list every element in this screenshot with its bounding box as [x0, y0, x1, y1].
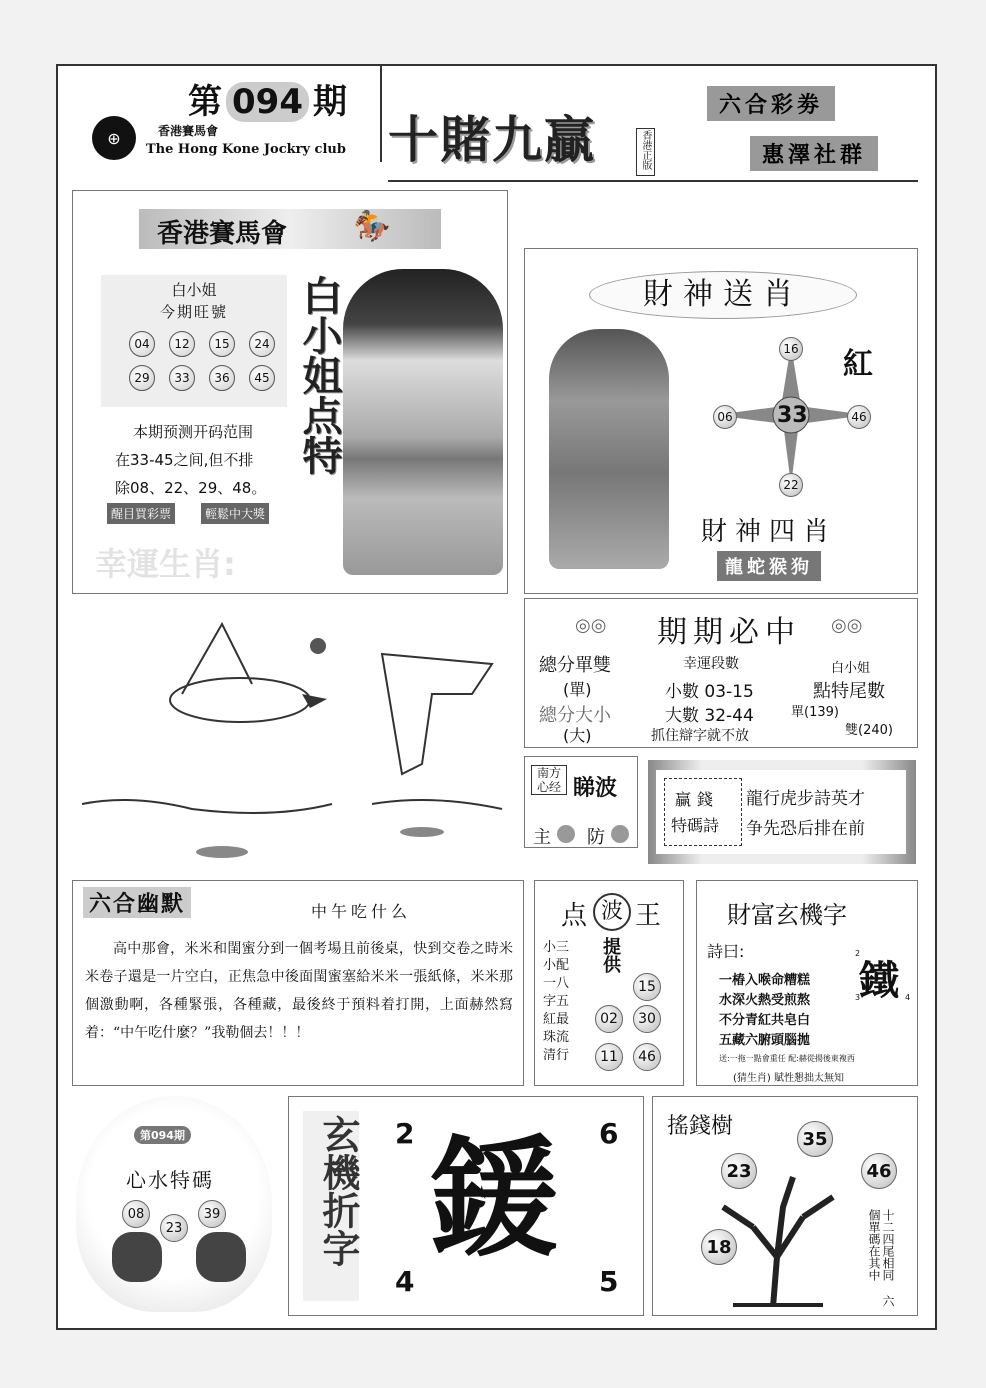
qiqi-row2-col3: 點特尾數 — [813, 681, 885, 702]
qiqi-row3-dan: 單(139) — [791, 705, 839, 720]
poem-line-1: 龍行虎步詩英才 — [746, 789, 865, 809]
riddle-col: 珠流 — [543, 1030, 570, 1045]
xinshui-ball: 08 — [122, 1200, 150, 1228]
dianbo-ball: 46 — [633, 1043, 661, 1071]
issue-prefix: 第 — [188, 82, 222, 122]
qiqi-row2-col1: (單) — [563, 680, 592, 699]
compass-right: 46 — [847, 405, 871, 429]
xinshui-title: 心水特碼 — [126, 1168, 214, 1192]
dianbo-ball: 30 — [633, 1005, 661, 1033]
xinshui-panel — [76, 1096, 272, 1312]
xuanji-num-tl: 2 — [395, 1117, 415, 1150]
bo-tag: 南方心经 — [531, 765, 567, 795]
boxing-glove-icon — [196, 1232, 246, 1282]
tag-huize: 惠澤社群 — [750, 136, 878, 171]
lucky-ball: 12 — [169, 331, 195, 357]
tree-ball: 18 — [701, 1229, 737, 1265]
humor-title: 六合幽默 — [83, 887, 191, 918]
tree-title: 搖錢樹 — [667, 1114, 734, 1139]
qiqi-panel — [524, 598, 918, 748]
card-title-1: 白小姐 — [171, 281, 217, 299]
poem-label-box — [664, 778, 742, 846]
boxing-glove-icon — [112, 1232, 162, 1282]
xuanji-num-bl: 4 — [395, 1265, 415, 1298]
lady-vertical-title: 白小姐点特 — [296, 275, 342, 475]
wealth-god-panel — [524, 248, 918, 594]
bird-illustration-panel — [72, 604, 514, 870]
tree-ball: 23 — [721, 1153, 757, 1189]
poem-inner — [656, 770, 906, 854]
tree-side-text: 十二四尾相同 六個單碼在其中 — [867, 1209, 895, 1307]
lucky-ball: 29 — [129, 365, 155, 391]
dianbo-panel — [534, 880, 684, 1086]
tree-panel — [652, 1096, 918, 1316]
lady-tag-b: 輕鬆中大獎 — [201, 503, 269, 524]
dianbo-ball: 15 — [633, 973, 661, 1001]
lucky-ball: 24 — [249, 331, 275, 357]
issue-suffix: 期 — [312, 82, 347, 122]
slogan: 十賭九贏 — [388, 111, 596, 169]
qiqi-row4-col2: 抓住辯字就不放 — [651, 728, 749, 744]
xuanji-big-char: 鍰 — [429, 1123, 560, 1275]
dianbo-provide: 提供 — [600, 937, 621, 973]
club-logo-icon: ⊕ — [92, 116, 136, 160]
poem-panel — [648, 760, 916, 864]
wealth-title: 財神送肖 — [589, 271, 857, 319]
issue-title — [188, 74, 347, 123]
lucky-ball: 04 — [129, 331, 155, 357]
fortune-line: 不分青紅共皂白 — [719, 1013, 811, 1028]
qiqi-row1-col3: 白小姐 — [831, 661, 871, 676]
xuanji-num-br: 5 — [599, 1265, 619, 1298]
humor-body: 高中那會，米米和閨蜜分到一個考場且前後桌，快到交卷之時米米卷子還是一片空白，正焦急中後面閨蜜塞給米米一張紙條，米米那個激動啊，各種緊張，各種藏，最後終于預料着打開，上面赫然寫着：“中午吃什麼？”我勒個去！！！ — [85, 941, 513, 1041]
issue-number: 094 — [226, 82, 309, 122]
compass-center: 33 — [777, 403, 808, 428]
edition-tag: 香港正版 — [636, 128, 655, 176]
qiqi-left-deco-icon: ◎◎ — [575, 615, 607, 636]
xinshui-ball: 39 — [198, 1200, 226, 1228]
fortune-corner-4: 4 — [905, 993, 911, 1002]
wealth-god-figure — [549, 329, 669, 569]
header-underline — [388, 180, 918, 182]
compass-left: 06 — [713, 405, 737, 429]
lady-desc-2: 在33-45之间,但不排 — [115, 451, 254, 469]
fortune-corner-2: 2 — [855, 949, 861, 958]
riddle-col: 清行 — [543, 1048, 570, 1063]
bo-title: 睇波 — [573, 776, 618, 801]
dianbo-title-a: 点 — [561, 901, 588, 931]
lady-panel — [72, 190, 508, 594]
compass-top: 16 — [779, 337, 803, 361]
qiqi-row3-col1: 總分大小 — [539, 705, 611, 726]
bird-scene-illustration — [72, 604, 514, 870]
horse-icon: 🏇 — [353, 209, 391, 244]
poem-label-2: 特碼詩 — [671, 816, 720, 835]
xuanji-num-tr: 6 — [599, 1117, 619, 1150]
fortune-corner-3: 3 — [855, 993, 861, 1002]
lucky-ball: 15 — [209, 331, 235, 357]
fortune-hint: 送:一拖一點會重任 配:赫從揚後東複西 — [719, 1054, 855, 1063]
poem-line-2: 争先恐后排在前 — [746, 819, 865, 839]
fortune-big-char: 鐵 — [859, 958, 899, 1004]
compass-bottom: 22 — [779, 473, 803, 497]
qiqi-row3-col2: 大數 32-44 — [665, 706, 754, 726]
humor-subtitle: 中午吃什么 — [311, 902, 412, 921]
riddle-col: 一八 — [543, 976, 570, 991]
qiqi-row2-col2: 小數 03-15 — [665, 682, 754, 702]
riddle-col: 字五 — [543, 994, 570, 1009]
dianbo-ball: 02 — [595, 1005, 623, 1033]
fortune-line: 一椿入喉命糟糕 — [719, 973, 811, 988]
fortune-footer: (猜生肖) 賦性懇拙太無知 — [733, 1073, 844, 1084]
dianbo-title-c: 王 — [635, 901, 662, 931]
lady-desc-3: 除08、22、29、48。 — [115, 479, 267, 497]
dianbo-title-b: 波 — [593, 893, 631, 931]
tag-liuhe: 六合彩劵 — [707, 86, 835, 121]
lucky-card — [101, 275, 287, 407]
dianbo-ball: 11 — [595, 1043, 623, 1071]
xinshui-issue: 第094期 — [134, 1126, 191, 1144]
riddle-col: 小配 — [543, 958, 570, 973]
fortune-line: 五藏六腑頭腦拋 — [719, 1033, 811, 1048]
humor-panel — [72, 880, 524, 1086]
lady-banner-text: 香港賽馬會 — [157, 219, 288, 249]
xuanji-title-bg — [303, 1111, 359, 1301]
bo-main-label: 主 — [533, 827, 551, 848]
qiqi-row4-shuang: 雙(240) — [845, 723, 893, 738]
riddle-text — [543, 939, 593, 1065]
xuanji-panel — [288, 1096, 644, 1316]
fortune-panel — [696, 880, 918, 1086]
qiqi-row1-col1: 總分單雙 — [539, 655, 611, 676]
card-title-2: 今期旺號 — [159, 303, 228, 321]
bo-main-ball-icon — [557, 825, 575, 843]
club-name-en: The Hong Kone Jockry club — [146, 142, 346, 157]
bo-defend-ball-icon — [611, 825, 629, 843]
lady-faded-text: 幸運生肖: — [95, 545, 236, 583]
xinshui-ball: 23 — [160, 1214, 188, 1242]
lucky-ball: 36 — [209, 365, 235, 391]
qiqi-row1-col2: 幸運段數 — [683, 656, 739, 672]
club-name-cn: 香港賽馬會 — [158, 124, 219, 138]
fortune-title: 財富玄機字 — [727, 901, 847, 929]
wealth-zodiacs: 龍蛇猴狗 — [717, 551, 821, 581]
xuanji-title: 玄機折字 — [316, 1115, 360, 1267]
tree-ball: 46 — [861, 1153, 897, 1189]
qiqi-title: 期期必中 — [657, 615, 801, 650]
bo-defend-label: 防 — [587, 827, 605, 848]
fortune-line: 水深火熱受煎熬 — [719, 993, 811, 1008]
lucky-ball: 45 — [249, 365, 275, 391]
qiqi-right-deco-icon: ◎◎ — [831, 615, 863, 636]
model-photo — [343, 269, 503, 575]
lucky-ball: 33 — [169, 365, 195, 391]
lady-desc-1: 本期预测开码范围 — [133, 423, 254, 441]
riddle-col: 紅最 — [543, 1012, 570, 1027]
fortune-poem-label: 詩曰: — [707, 942, 745, 961]
wealth-subtitle: 財神四肖 — [701, 517, 838, 547]
lady-tag-a: 醒目買彩票 — [107, 503, 175, 524]
tree-ball: 35 — [797, 1121, 833, 1157]
header-left — [58, 66, 382, 162]
qiqi-row4-col1: (大) — [563, 726, 592, 745]
wealth-side-char: 紅 — [843, 347, 873, 382]
lady-banner — [139, 209, 441, 249]
bo-panel — [524, 756, 638, 848]
riddle-col: 小三 — [543, 940, 570, 955]
poem-label-1: 贏錢 — [675, 790, 720, 809]
